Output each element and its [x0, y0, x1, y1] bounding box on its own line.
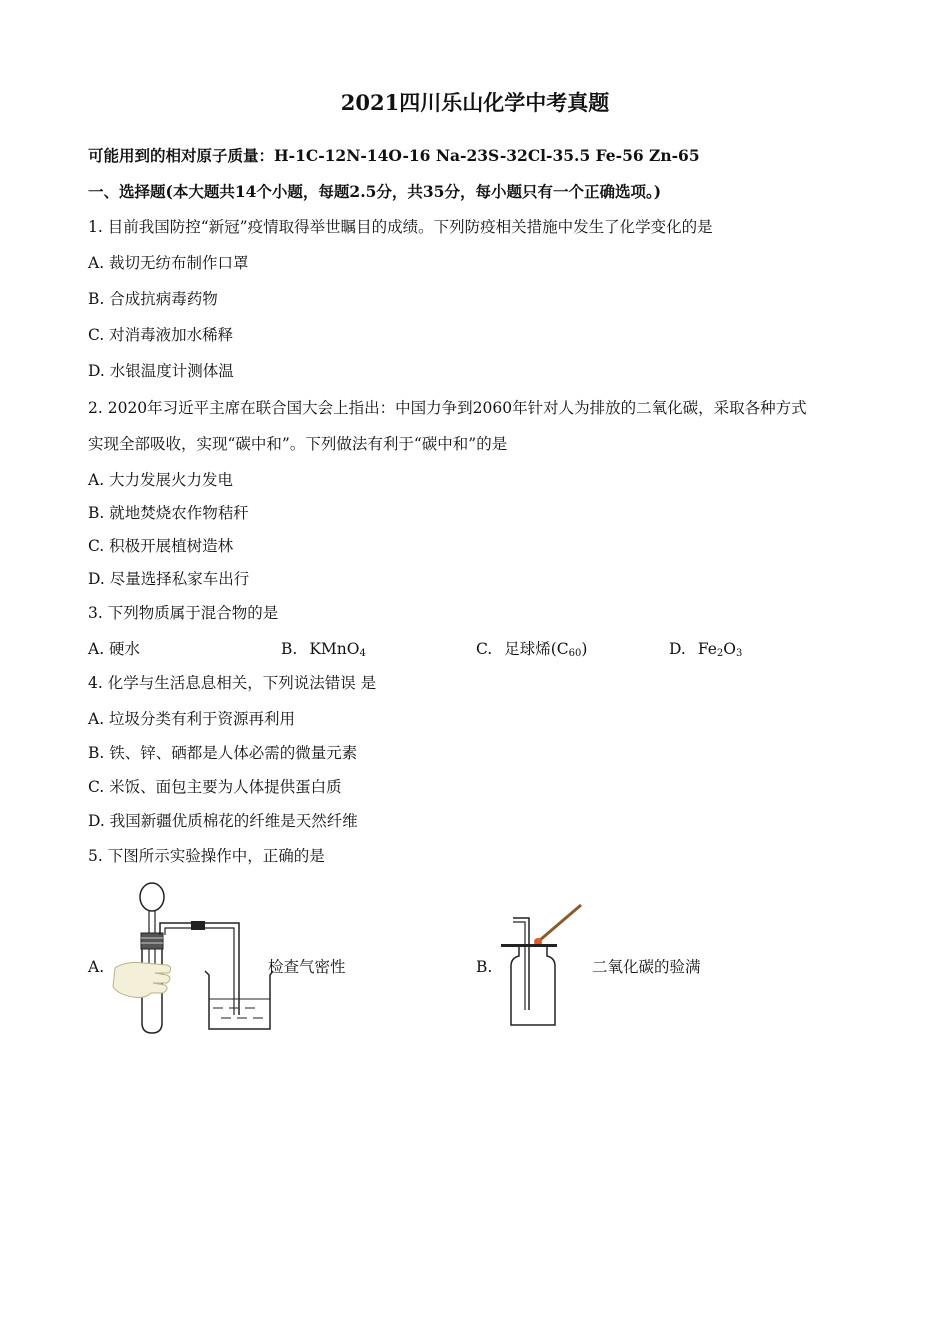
q4-option-b: B. 铁、锌、硒都是人体必需的微量元素: [88, 744, 358, 762]
q3-option-a: A. 硬水: [88, 640, 141, 658]
q4-option-c: C. 米饭、面包主要为人体提供蛋白质: [88, 778, 342, 796]
co2-full-check-figure: [495, 900, 590, 1030]
section-heading: 一、选择题(本大题共14个小题，每题2.5分，共35分，每小题只有一个正确选项。): [88, 182, 662, 201]
q1-stem: 1. 目前我国防控“新冠”疫情取得举世瞩目的成绩。下列防疫相关措施中发生了化学变化的是: [88, 218, 713, 236]
airtightness-check-figure: [105, 875, 275, 1035]
q3-option-b-subscript: 4: [359, 648, 366, 659]
q3-option-d-subscript-2: 3: [736, 648, 743, 659]
q3-option-b-formula: KMnO: [309, 640, 360, 658]
q3-option-c-label: C.: [476, 640, 493, 658]
q1-option-c: C. 对消毒液加水稀释: [88, 326, 234, 344]
q2-option-c: C. 积极开展植树造林: [88, 537, 234, 555]
q2-option-d: D. 尽量选择私家车出行: [88, 570, 250, 588]
q5-option-b-caption: 二氧化碳的验满: [592, 958, 701, 976]
q5-stem: 5. 下图所示实验操作中，正确的是: [88, 847, 325, 865]
q3-option-d-subscript-1: 2: [716, 648, 724, 659]
q4-option-a: A. 垃圾分类有利于资源再利用: [88, 710, 296, 728]
q2-option-a: A. 大力发展火力发电: [88, 471, 234, 489]
q3-option-c-subscript: 60: [568, 648, 582, 659]
q1-option-a: A. 裁切无纺布制作口罩: [88, 254, 249, 272]
q2-stem-line1: 2. 2020年习近平主席在联合国大会上指出：中国力争到2060年针对人为排放的二氧化碳，采取各种方式: [88, 399, 807, 417]
q4-stem: 4. 化学与生活息息相关，下列说法错误 是: [88, 674, 377, 692]
q3-option-c-text: 足球烯(C: [504, 640, 569, 658]
q4-option-d: D. 我国新疆优质棉花的纤维是天然纤维: [88, 812, 358, 830]
q1-option-b: B. 合成抗病毒药物: [88, 290, 218, 308]
q3-option-d-fe: Fe: [697, 640, 717, 658]
atomic-mass-line: 可能用到的相对原子质量：H-1C-12N-14O-16 Na-23S-32Cl-35.5 Fe-56 Zn-65: [88, 146, 700, 165]
page-title: 2021四川乐山化学中考真题: [340, 90, 610, 115]
q3-option-d: [669, 639, 742, 659]
q5-option-a-label: A.: [88, 958, 105, 976]
q5-option-b-label: B.: [476, 958, 493, 976]
q2-stem-line2: 实现全部吸收，实现“碳中和”。下列做法有利于“碳中和”的是: [88, 435, 508, 453]
q1-option-d: D. 水银温度计测体温: [88, 362, 234, 380]
q3-option-d-o: O: [723, 640, 736, 658]
q3-stem: 3. 下列物质属于混合物的是: [88, 604, 279, 622]
q3-option-c: [476, 639, 587, 659]
q2-option-b: B. 就地焚烧农作物秸秆: [88, 504, 249, 522]
q3-option-b-label: B.: [281, 640, 298, 658]
q5-option-a-caption: 检查气密性: [268, 958, 346, 976]
q3-option-b: [281, 639, 366, 659]
q3-option-c-close: ): [581, 640, 588, 658]
q3-option-d-label: D.: [669, 640, 686, 658]
